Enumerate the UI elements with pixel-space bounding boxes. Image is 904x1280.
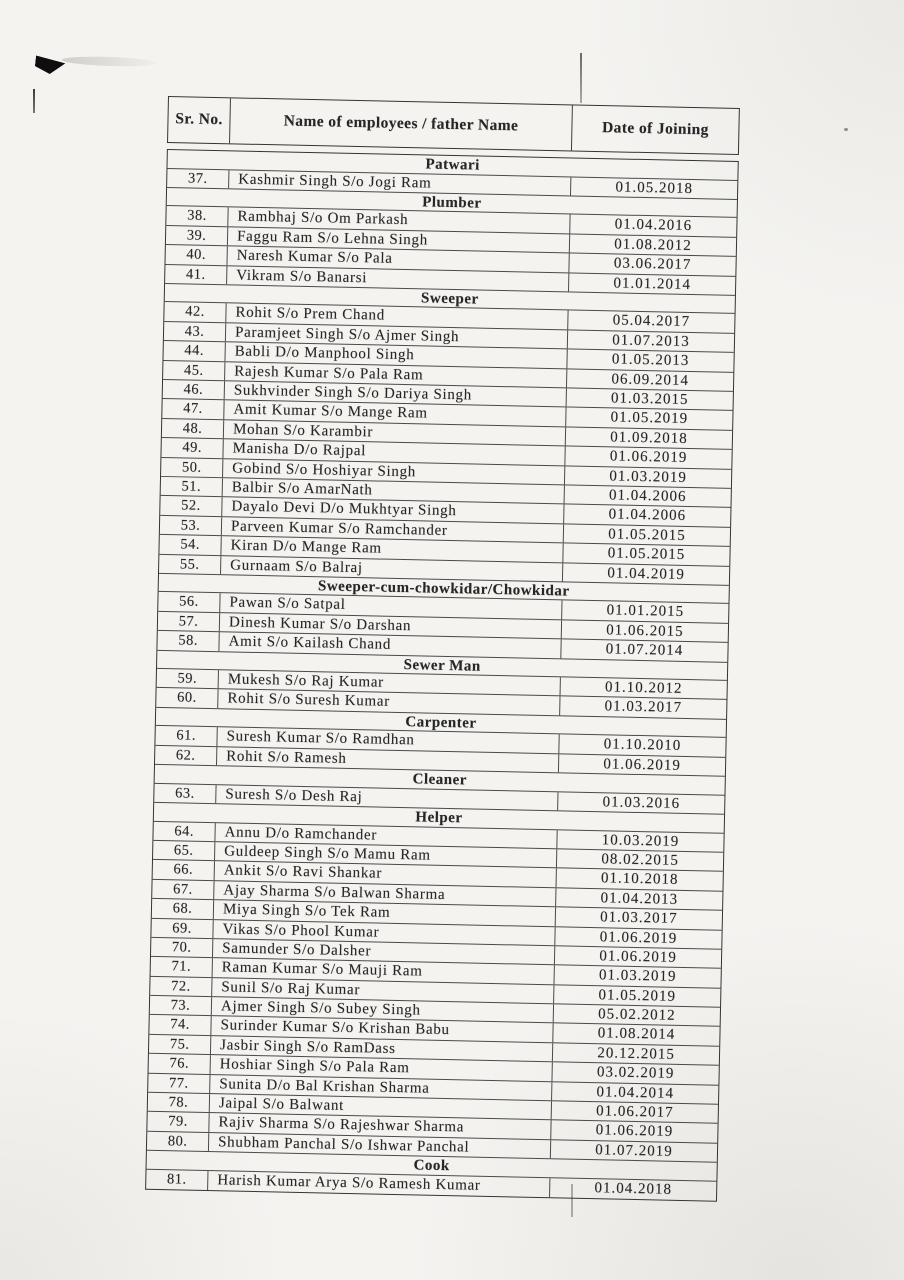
header-sr-no: Sr. No. <box>168 97 231 143</box>
sr-no-cell: 55. <box>159 554 221 574</box>
employee-name-cell: Ajmer Singh S/o Subey Singh <box>212 997 554 1023</box>
joining-date-cell: 01.05.2015 <box>608 526 686 544</box>
employee-name-cell: Mukesh S/o Raj Kumar <box>219 670 561 696</box>
sr-no-cell: 73. <box>150 996 212 1016</box>
employee-name-cell: Sukhvinder Singh S/o Dariya Singh <box>225 381 567 407</box>
employee-name-cell: Sunita D/o Bal Krishan Sharma <box>210 1075 552 1101</box>
section-header-row: Patwari <box>167 150 737 180</box>
joining-date-cell: 01.07.2013 <box>612 332 690 350</box>
employee-name-cell: Gobind S/o Hoshiyar Singh <box>223 459 565 485</box>
sr-no-cell: 65. <box>153 841 215 861</box>
employee-name-cell: Guldeep Singh S/o Mamu Ram <box>215 842 557 868</box>
employee-name-cell: Ankit S/o Ravi Shankar <box>215 861 557 887</box>
joining-date-cell: 01.01.2015 <box>606 602 685 621</box>
sr-no-cell: 45. <box>163 361 225 381</box>
employee-name-cell: Harish Kumar Arya S/o Ramesh Kumar <box>208 1171 550 1198</box>
joining-date-cell: 01.05.2019 <box>598 986 677 1005</box>
joining-date-cell: 01.05.2019 <box>610 409 689 428</box>
joining-date-cell: 01.05.2015 <box>607 545 686 564</box>
employee-name-cell: Vikram S/o Banarsi <box>227 266 569 292</box>
sr-no-cell: 39. <box>166 226 228 246</box>
employee-name-cell: Suresh S/o Desh Raj <box>216 785 558 811</box>
sr-no-cell: 62. <box>155 746 217 766</box>
sr-no-cell: 44. <box>163 341 225 361</box>
employee-table <box>145 96 740 1202</box>
sr-no-cell: 59. <box>157 669 219 689</box>
joining-date-cell: 01.08.2014 <box>597 1025 676 1044</box>
employee-name-cell: Vikas S/o Phool Kumar <box>213 920 555 946</box>
employee-name-cell: Shubham Panchal S/o Ishwar Panchal <box>209 1133 551 1159</box>
header-date-of-joining: Date of Joining <box>601 119 709 139</box>
employee-name-cell: Rohit S/o Prem Chand <box>226 304 568 330</box>
joining-date-cell: 01.10.2010 <box>603 736 682 755</box>
page-fold-line-top <box>580 53 582 103</box>
joining-date-cell: 01.04.2018 <box>594 1179 673 1198</box>
sr-no-cell: 54. <box>159 535 221 555</box>
sr-no-cell: 69. <box>151 918 213 938</box>
sr-no-cell: 80. <box>147 1132 209 1152</box>
joining-date-cell: 01.04.2014 <box>596 1083 675 1102</box>
sr-no-cell: 72. <box>150 976 212 996</box>
sr-no-cell: 76. <box>149 1054 211 1074</box>
section-header-row: Plumber <box>167 188 737 218</box>
joining-date-cell: 01.06.2019 <box>599 928 678 947</box>
sr-no-cell: 75. <box>149 1035 211 1055</box>
employee-name-cell: Annu D/o Ramchander <box>215 823 557 849</box>
joining-date-cell: 06.09.2014 <box>611 370 690 389</box>
joining-date-cell: 01.04.2006 <box>608 487 687 505</box>
sr-no-cell: 38. <box>166 206 228 226</box>
sr-no-cell: 60. <box>156 688 218 708</box>
scan-corner-mark <box>34 55 66 75</box>
section-header-row: Cook <box>147 1151 717 1181</box>
joining-date-cell: 01.10.2018 <box>600 870 679 889</box>
employee-name-cell: Raman Kumar S/o Mauji Ram <box>213 958 555 984</box>
joining-date-cell: 01.04.2006 <box>608 506 687 525</box>
employee-name-cell: Ajay Sharma S/o Balwan Sharma <box>214 881 556 907</box>
employee-name-cell: Samunder S/o Dalsher <box>213 939 555 965</box>
section-header-row: Helper <box>154 803 724 833</box>
joining-date-cell: 01.01.2014 <box>613 274 692 293</box>
employee-name-cell: Rohit S/o Ramesh <box>217 747 559 773</box>
section-header-row: Carpenter <box>156 708 726 738</box>
section-header-row: Sewer Man <box>157 650 727 680</box>
sr-no-cell: 56. <box>158 592 220 612</box>
sr-no-cell: 66. <box>153 860 215 880</box>
employee-name-cell: Miya Singh S/o Tek Ram <box>214 900 556 926</box>
joining-date-cell: 01.05.2018 <box>615 178 694 197</box>
joining-date-cell: 01.03.2019 <box>609 467 688 486</box>
section-header-row: Sweeper-cum-chowkidar/Chowkidar <box>159 574 729 604</box>
joining-date-cell: 01.05.2013 <box>611 351 690 370</box>
employee-name-cell: Suresh Kumar S/o Ramdhan <box>217 728 559 754</box>
sr-no-cell: 41. <box>165 265 227 285</box>
employee-name-cell: Kashmir Singh S/o Jogi Ram <box>229 170 571 196</box>
sr-no-cell: 48. <box>162 419 224 439</box>
employee-name-cell: Kiran D/o Mange Ram <box>221 536 563 562</box>
joining-date-cell: 01.03.2019 <box>598 967 677 986</box>
sr-no-cell: 37. <box>167 169 229 189</box>
joining-date-cell: 03.02.2019 <box>596 1064 675 1083</box>
header-employee-name: Name of employees / father Name <box>230 98 573 150</box>
sr-no-cell: 68. <box>152 899 214 919</box>
joining-date-cell: 01.03.2015 <box>610 390 689 408</box>
joining-date-cell: 01.04.2019 <box>607 564 686 583</box>
sr-no-cell: 51. <box>161 477 223 497</box>
sr-no-cell: 57. <box>158 612 220 632</box>
employee-name-cell: Rajiv Sharma S/o Rajeshwar Sharma <box>209 1114 551 1140</box>
employee-name-cell: Manisha D/o Rajpal <box>223 439 565 465</box>
sr-no-cell: 71. <box>151 957 213 977</box>
scan-edge-mark <box>33 89 35 113</box>
joining-date-cell: 01.06.2019 <box>603 756 682 774</box>
employee-name-cell: Dayalo Devi D/o Mukhtyar Singh <box>222 498 564 524</box>
joining-date-cell: 01.09.2018 <box>610 429 688 447</box>
sr-no-cell: 64. <box>153 821 215 841</box>
joining-date-cell: 01.03.2016 <box>602 793 681 812</box>
sr-no-cell: 58. <box>157 631 219 651</box>
sr-no-cell: 40. <box>165 245 227 265</box>
sr-no-cell: 67. <box>152 880 214 900</box>
joining-date-cell: 01.03.2017 <box>604 698 683 717</box>
joining-date-cell: 01.10.2012 <box>604 679 683 697</box>
employee-name-cell: Sunil S/o Raj Kumar <box>212 978 554 1004</box>
joining-date-cell: 01.04.2013 <box>600 889 679 908</box>
employee-name-cell: Rambhaj S/o Om Parkash <box>228 208 570 234</box>
joining-date-cell: 10.03.2019 <box>601 831 680 850</box>
joining-date-cell: 01.07.2014 <box>605 641 684 660</box>
joining-date-cell: 03.06.2017 <box>613 255 692 274</box>
employee-name-cell: Parveen Kumar S/o Ramchander <box>222 517 564 543</box>
sr-no-cell: 78. <box>148 1093 210 1113</box>
sr-no-cell: 43. <box>164 322 226 342</box>
sr-no-cell: 81. <box>146 1169 208 1190</box>
employee-name-cell: Rajesh Kumar S/o Pala Ram <box>225 362 567 388</box>
employee-name-cell: Faggu Ram S/o Lehna Singh <box>228 227 570 253</box>
employee-name-cell: Rohit S/o Suresh Kumar <box>218 690 560 716</box>
employee-name-cell: Paramjeet Singh S/o Ajmer Singh <box>226 323 568 349</box>
section-header-row: Cleaner <box>155 765 725 795</box>
section-header-row: Sweeper <box>165 284 735 314</box>
scan-dot <box>844 128 848 131</box>
joining-date-cell: 01.06.2019 <box>599 948 677 966</box>
sr-no-cell: 50. <box>161 458 223 478</box>
employee-name-cell: Pawan S/o Satpal <box>220 594 562 620</box>
employee-name-cell: Mohan S/o Karambir <box>224 420 566 446</box>
employee-name-cell: Balbir S/o AmarNath <box>223 478 565 504</box>
employee-name-cell: Jaipal S/o Balwant <box>210 1094 552 1120</box>
employee-name-cell: Amit Kumar S/o Mange Ram <box>224 401 566 427</box>
employee-name-cell: Naresh Kumar S/o Pala <box>227 246 569 272</box>
sr-no-cell: 79. <box>147 1112 209 1132</box>
employee-name-cell: Hoshiar Singh S/o Pala Ram <box>211 1055 553 1081</box>
joining-date-cell: 08.02.2015 <box>601 851 680 869</box>
joining-date-cell: 01.08.2012 <box>614 236 692 254</box>
joining-date-cell: 05.02.2012 <box>597 1006 676 1024</box>
joining-date-cell: 01.06.2017 <box>595 1103 674 1121</box>
joining-date-cell: 20.12.2015 <box>597 1045 675 1063</box>
sr-no-cell: 47. <box>162 399 224 419</box>
scan-smudge <box>62 55 157 67</box>
sr-no-cell: 63. <box>154 784 216 804</box>
employee-name-cell: Jasbir Singh S/o RamDass <box>211 1036 553 1062</box>
sr-no-cell: 49. <box>161 438 223 458</box>
employee-name-cell: Amit S/o Kailash Chand <box>219 632 561 658</box>
joining-date-cell: 01.04.2016 <box>614 216 693 235</box>
sr-no-cell: 77. <box>148 1073 210 1093</box>
employee-name-cell: Gurnaam S/o Balraj <box>221 556 563 582</box>
sr-no-cell: 70. <box>151 938 213 958</box>
sr-no-cell: 61. <box>155 726 217 746</box>
table-body <box>145 149 739 1202</box>
sr-no-cell: 46. <box>163 380 225 400</box>
sr-no-cell: 53. <box>160 516 222 536</box>
joining-date-cell: 01.06.2015 <box>605 622 684 640</box>
employee-name-cell: Dinesh Kumar S/o Darshan <box>220 613 562 639</box>
sr-no-cell: 42. <box>164 302 226 322</box>
sr-no-cell: 52. <box>160 496 222 516</box>
joining-date-cell: 05.04.2017 <box>612 312 691 331</box>
joining-date-cell: 01.06.2019 <box>609 448 688 467</box>
joining-date-cell: 01.07.2019 <box>595 1141 673 1160</box>
employee-name-cell: Surinder Kumar S/o Krishan Babu <box>211 1017 553 1043</box>
joining-date-cell: 01.06.2019 <box>595 1122 674 1141</box>
sr-no-cell: 74. <box>149 1015 211 1035</box>
joining-date-cell: 01.03.2017 <box>599 909 678 927</box>
employee-name-cell: Babli D/o Manphool Singh <box>225 342 567 368</box>
